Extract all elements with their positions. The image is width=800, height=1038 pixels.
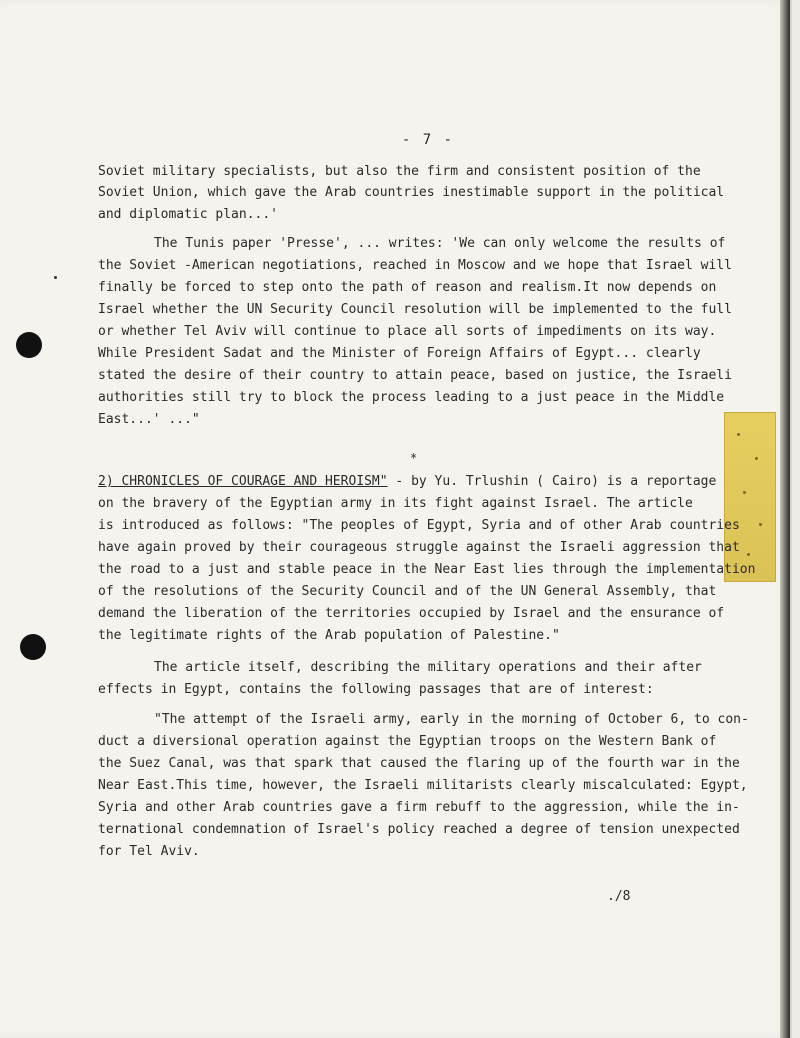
text-line: is introduced as follows: "The peoples of Egypt, Syria and of other Arab countries <box>98 518 740 533</box>
tape-grit <box>759 523 762 526</box>
text-line: While President Sadat and the Minister of Foreign Affairs of Egypt... clearly <box>98 346 701 361</box>
text-line: Soviet Union, which gave the Arab countries inestimable support in the political <box>98 185 725 200</box>
text-line: The Tunis paper 'Presse', ... writes: 'We can only welcome the results of <box>154 236 726 251</box>
text-line: finally be forced to step onto the path of reason and realism.It now depends on <box>98 280 717 295</box>
text-line: of the resolutions of the Security Council and of the UN General Assembly, that <box>98 584 717 599</box>
text-line: - by Yu. Trlushin ( Cairo) is a reportage <box>387 474 717 489</box>
tape-grit <box>737 433 740 436</box>
page-number: - 7 - <box>401 132 455 148</box>
page-edge-shadow <box>780 0 790 1038</box>
tape-grit <box>743 491 746 494</box>
tape-strip <box>724 412 776 582</box>
section-heading: 2) CHRONICLES OF COURAGE AND HEROISM" <box>98 474 388 489</box>
text-line: authorities still try to block the process leading to a just peace in the Middle <box>98 390 725 405</box>
text-line: for Tel Aviv. <box>98 844 200 859</box>
text-line: stated the desire of their country to attain peace, based on justice, the Israeli <box>98 368 732 383</box>
text-line: the legitimate rights of the Arab population of Palestine." <box>98 628 560 643</box>
section-heading-line <box>98 474 716 489</box>
text-line: demand the liberation of the territories occupied by Israel and the ensurance of <box>98 606 725 621</box>
tape-grit <box>747 553 750 556</box>
text-line: the Soviet -American negotiations, reached in Moscow and we hope that Israel will <box>98 258 732 273</box>
text-line: duct a diversional operation against the Egyptian troops on the Western Bank of <box>98 734 717 749</box>
ink-speck <box>54 276 57 279</box>
text-line: on the bravery of the Egyptian army in its fight against Israel. The article <box>98 496 693 511</box>
text-line: effects in Egypt, contains the following passages that are of interest: <box>98 682 654 697</box>
text-line: or whether Tel Aviv will continue to place all sorts of impediments on its way. <box>98 324 717 339</box>
section-separator: * <box>410 451 418 465</box>
text-line: "The attempt of the Israeli army, early in the morning of October 6, to con- <box>154 712 749 727</box>
text-line: Syria and other Arab countries gave a firm rebuff to the aggression, while the in- <box>98 800 740 815</box>
text-line: Israel whether the UN Security Council resolution will be implemented to the full <box>98 302 732 317</box>
text-line: Near East.This time, however, the Israeli militarists clearly miscalculated: Egypt, <box>98 778 748 793</box>
punch-hole-bottom <box>20 634 46 660</box>
continued-page-ref: ./8 <box>607 889 631 904</box>
text-line: ternational condemnation of Israel's policy reached a degree of tension unexpected <box>98 822 740 837</box>
text-line: have again proved by their courageous struggle against the Israeli aggression that <box>98 540 740 555</box>
text-line: and diplomatic plan...' <box>98 207 279 222</box>
tape-grit <box>755 457 758 460</box>
text-line: The article itself, describing the military operations and their after <box>154 660 702 675</box>
text-line: East...' ..." <box>98 412 200 427</box>
text-line: Soviet military specialists, but also the firm and consistent position of the <box>98 164 701 179</box>
text-line: the Suez Canal, was that spark that caused the flaring up of the fourth war in the <box>98 756 740 771</box>
text-line: the road to a just and stable peace in the Near East lies through the implementation <box>98 562 756 577</box>
punch-hole-top <box>16 332 42 358</box>
